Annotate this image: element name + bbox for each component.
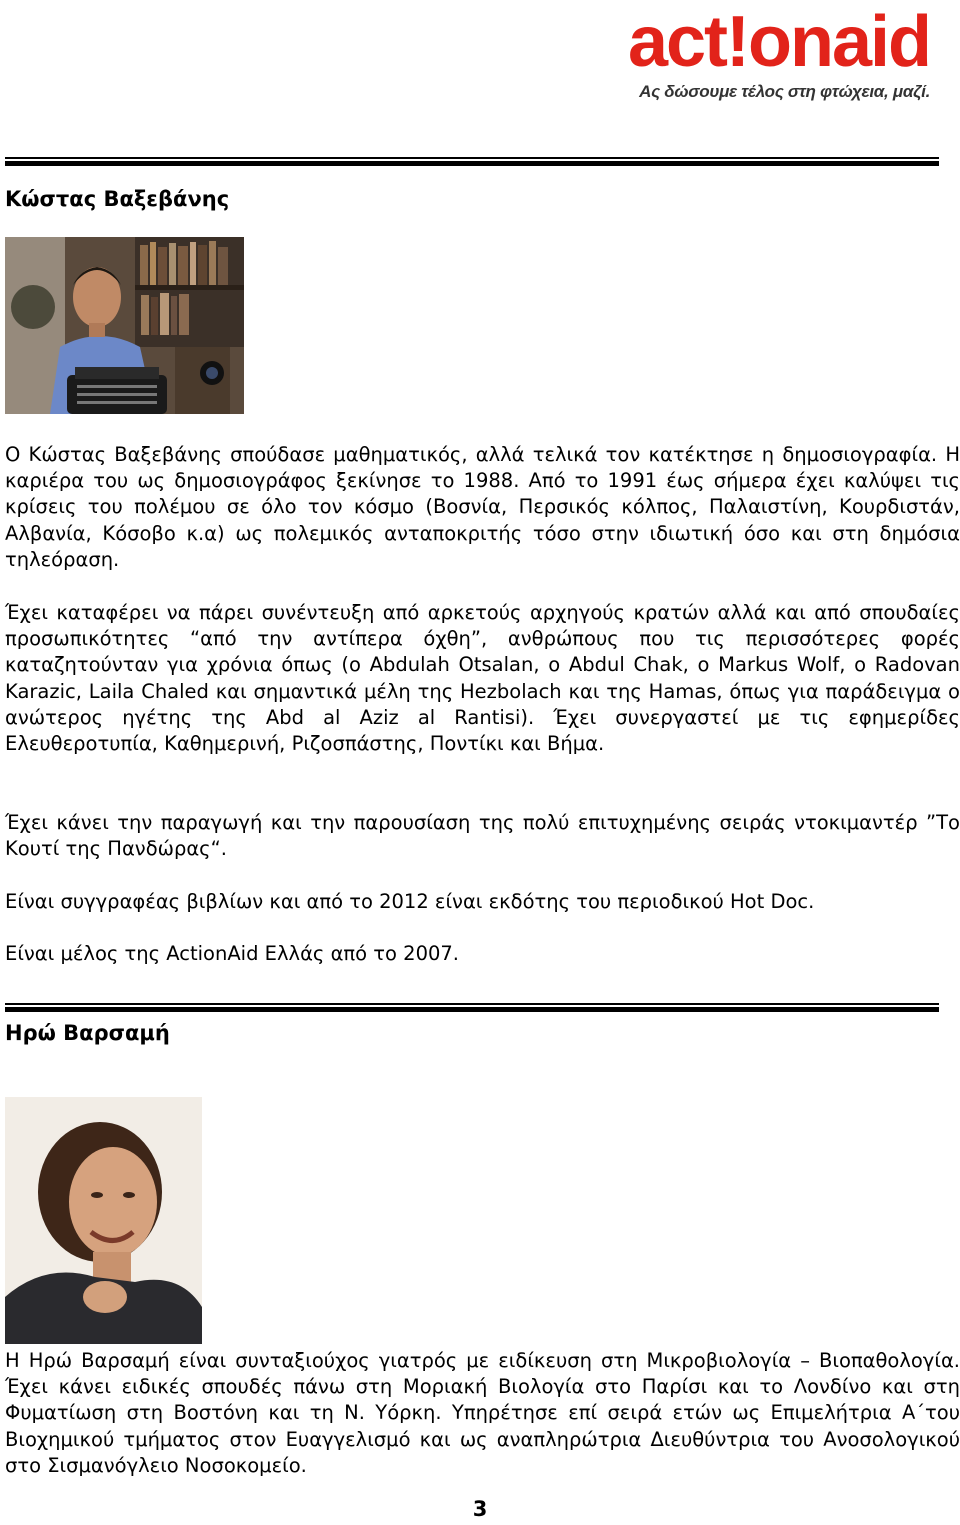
bio-paragraph: Η Ηρώ Βαρσαμή είναι συνταξιούχος γιατρός με ειδίκευση στη Μικροβιολογία – Βιοπαθολογία. Έχει κάνει ειδικές σπουδές πάνω στη Μοριακή Βιολογία στο Παρίσι και το Λονδίνο και στη Φυματίωση στη Βοστόνη και τη Ν. Υόρκη. Υπηρέτησε επί σειρά ετών ως Επιμελήτρια Α΄του Βιοχημικού τμήματος στον Ευαγγελισμό και ως αναπληρώτρια Διευθύντρια του Ανοσολογικού στο Σισμανόγλειο Νοσοκομείο.	[5, 1349, 960, 1477]
portrait-photo-vaxevanis	[5, 237, 244, 414]
logo-wordmark: act!onaid	[627, 2, 930, 82]
bio-paragraph: Είναι συγγραφέας βιβλίων και από το 2012 είναι εκδότης του περιοδικού Hot Doc.	[5, 890, 815, 913]
logo-tagline: Ας δώσουμε τέλος στη φτώχεια, μαζί.	[639, 82, 930, 101]
actionaid-logo	[490, 2, 930, 108]
person-name-heading: Ηρώ Βαρσαμή	[5, 1021, 170, 1045]
section-divider	[5, 157, 939, 166]
bio-paragraph: Είναι μέλος της ActionAid Ελλάς από το 2007.	[5, 942, 459, 965]
page-number: 3	[472, 1497, 488, 1521]
section-divider	[5, 1003, 939, 1012]
bio-paragraph: Έχει καταφέρει να πάρει συνέντευξη από αρκετούς αρχηγούς κρατών αλλά και από σπουδαίες προσωπικότητες “από την αντίπερα όχθη”, ανθρώπους που τις περισσότερες φορές καταζητούνταν για χρόνια όπως (ο Abdulah Otsalan, ο Abdul Chak, ο Markus Wolf, ο Radovan Karazic, Laila Chaled και σημαντικά μέλη της Hezbolach και της Hamas, όπως για παράδειγμα ο ανώτερος ηγέτης της Abd al Aziz al Rantisi). Έχει συνεργαστεί με τις εφημερίδες Ελευθεροτυπία, Καθημερινή, Ριζοσπάστης, Ποντίκι και Βήμα.	[5, 601, 960, 756]
portrait-photo-varsami	[5, 1097, 202, 1344]
person-name-heading: Κώστας Βαξεβάνης	[5, 187, 230, 211]
bio-paragraph: Ο Κώστας Βαξεβάνης σπούδασε μαθηματικός, αλλά τελικά τον κατέκτησε η δημοσιογραφία. Η καριέρα του ως δημοσιογράφος ξεκίνησε το 1988. Από το 1991 έως σήμερα έχει καλύψει τις κρίσεις του πολέμου σε όλο τον κόσμο (Βοσνία, Περσικός κόλπος, Παλαιστίνη, Κουρδιστάν, Αλβανία, Κόσοβο κ.α) ως πολεμικός ανταποκριτής τόσο στην ιδιωτική όσο και στη δημόσια τηλεόραση.	[5, 443, 960, 571]
bio-paragraph: Έχει κάνει την παραγωγή και την παρουσίαση της πολύ επιτυχημένης σειράς ντοκιμαντέρ ”Το Κουτί της Πανδώρας“.	[5, 811, 960, 861]
